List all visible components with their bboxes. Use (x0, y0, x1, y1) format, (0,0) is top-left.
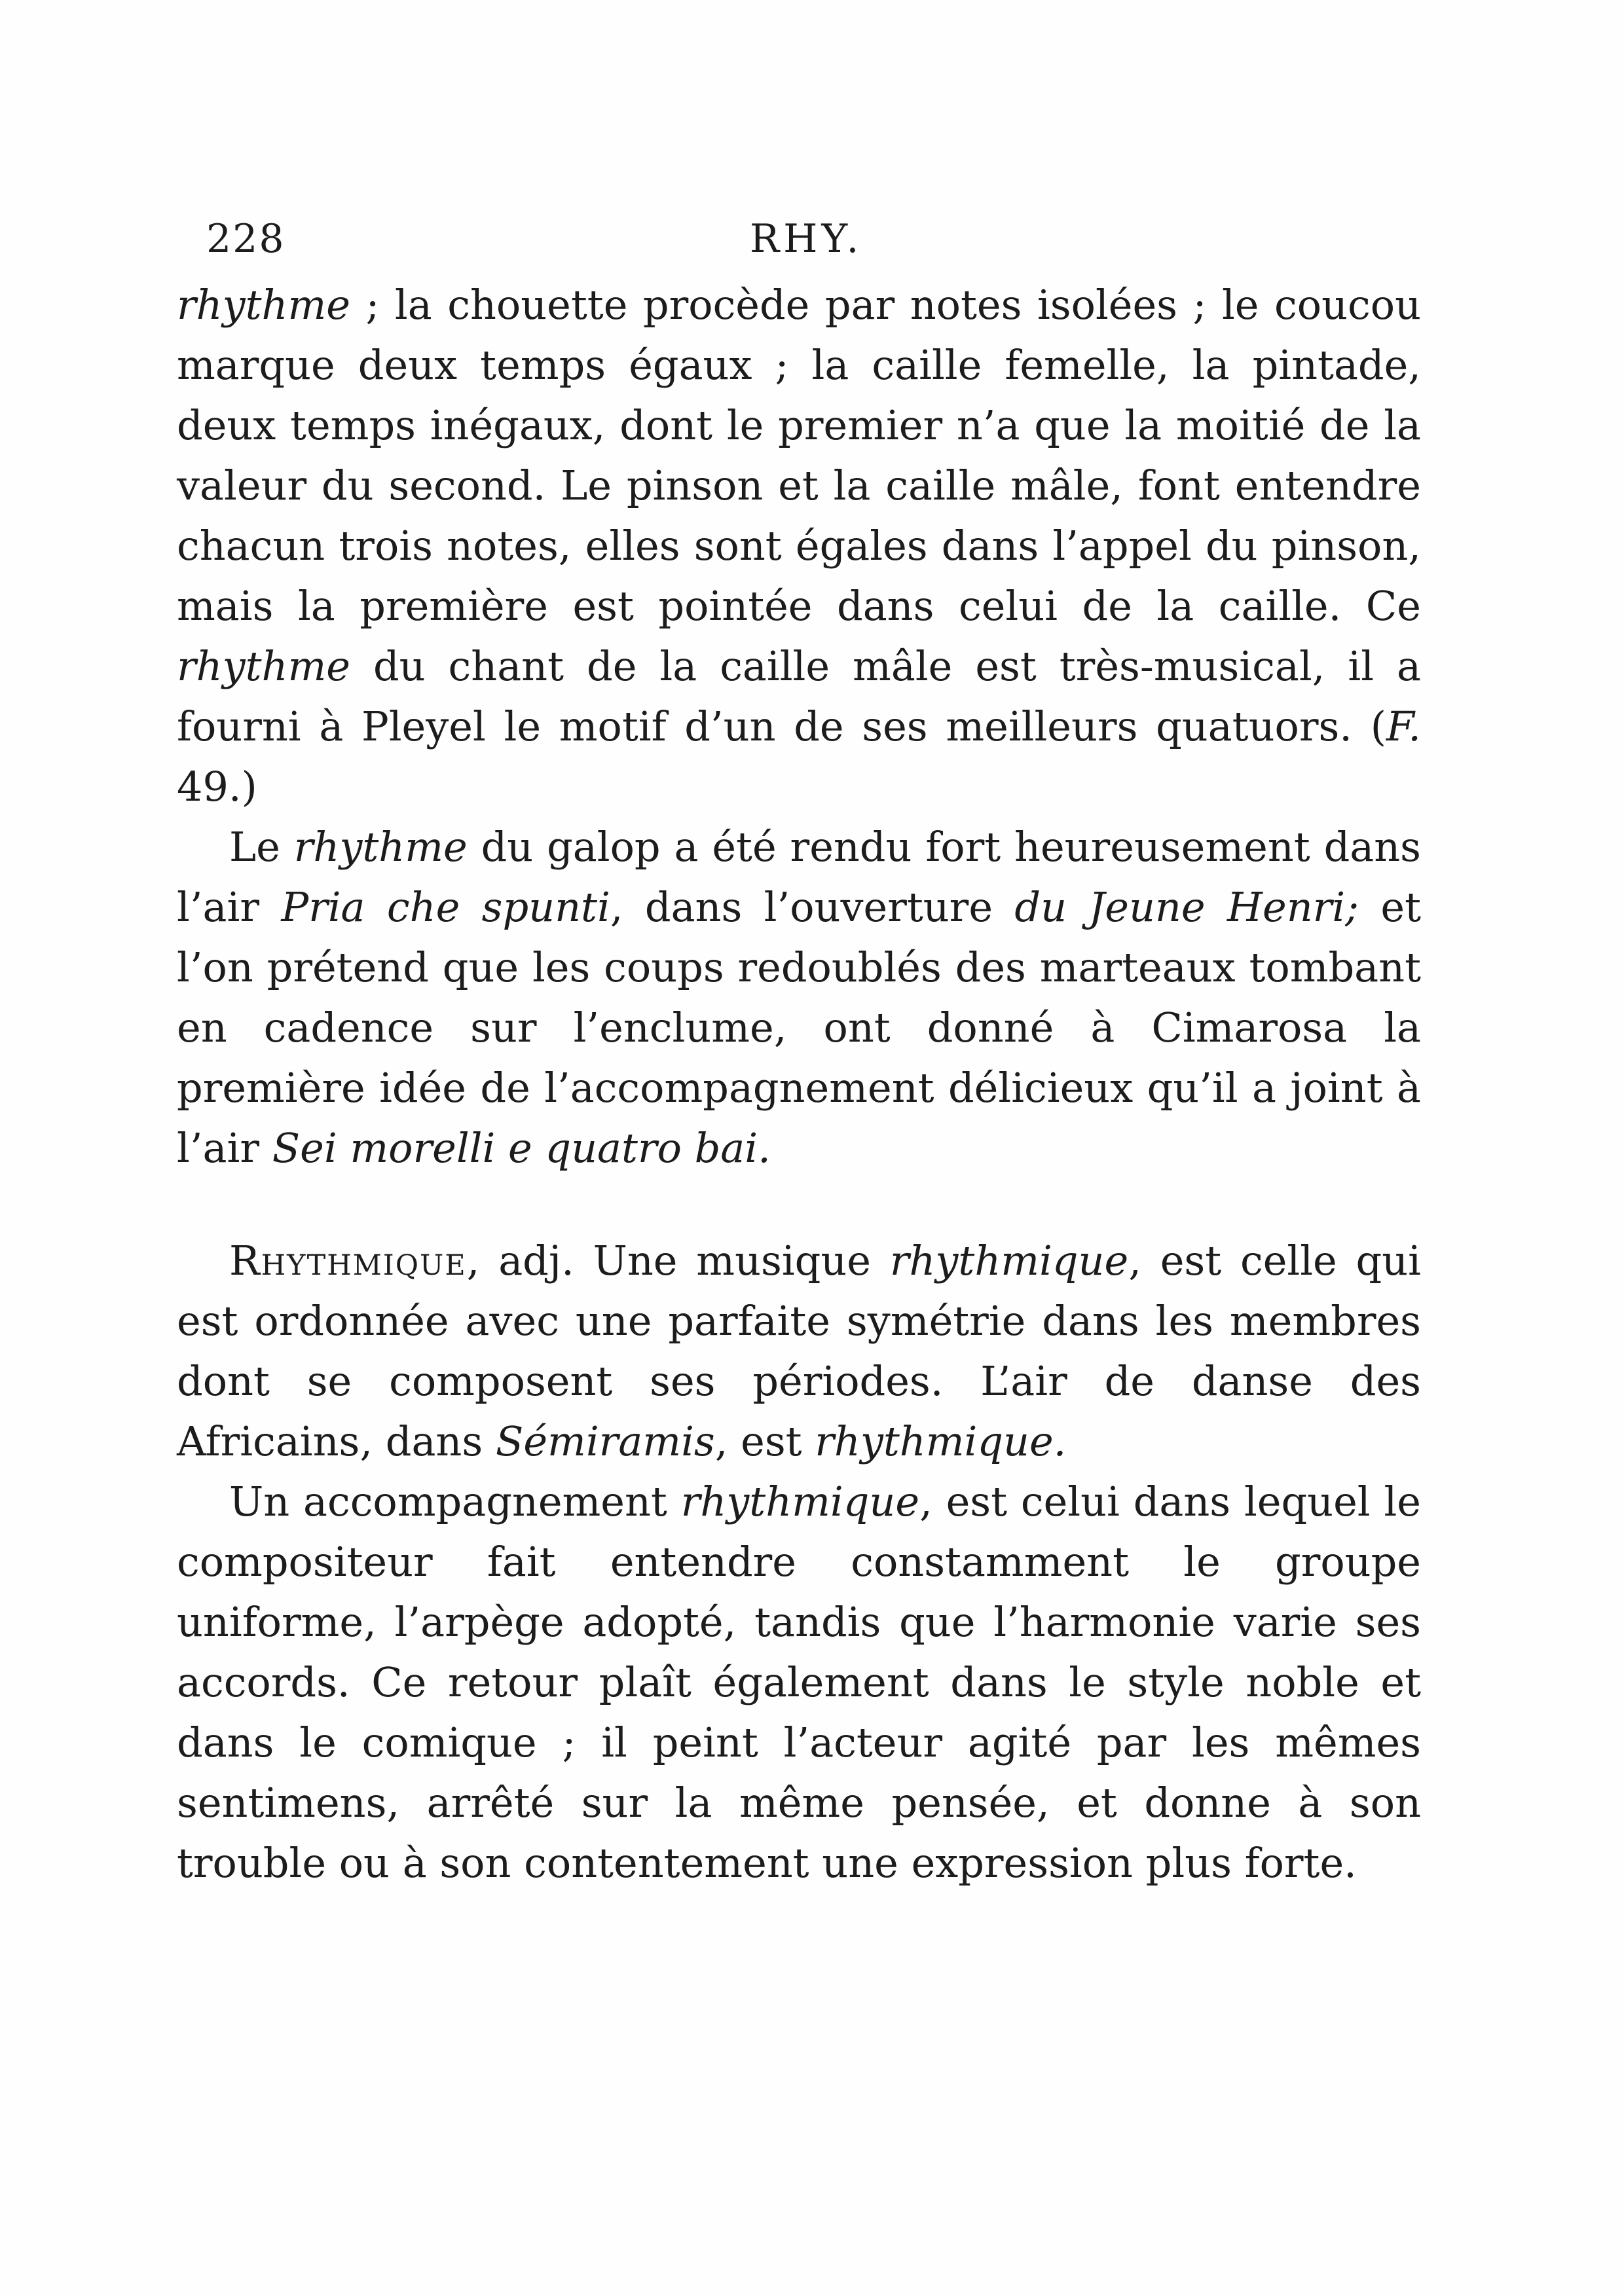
text-segment: , est (714, 1417, 815, 1465)
paragraph-galop (177, 817, 1421, 1178)
text-segment: rhythme (177, 642, 350, 690)
text-segment: du Jeune Henri; (1014, 883, 1359, 931)
text-segment: Le (229, 823, 294, 871)
page-number: 228 (206, 216, 286, 262)
text-segment: 49.) (177, 763, 257, 811)
text-segment: rhythme (293, 823, 468, 871)
page-header (196, 203, 1414, 262)
running-head: RHY. (750, 216, 863, 262)
text-segment: , est celui dans lequel le compositeur fait entendre constamment le groupe uniforme, l’arpège adopté, tandis que l’harmonie varie ses accords. Ce retour plaît également dans le style noble et dans le comique ; il peint l’acteur agité par les mêmes sentimens, arrêté sur la même pensée, et donne à son trouble ou à son contentement une expression plus forte. (177, 1478, 1421, 1887)
text-segment: , est celle qui est ordonnée avec une parfaite symétrie dans les membres dont se composent ses périodes. L’air de danse des Africains, dans (177, 1237, 1422, 1465)
text-segment: Pria che spunti (281, 883, 610, 931)
text-segment: Sémiramis (495, 1417, 715, 1465)
text-segment: ; la chouette procède par notes isolées ; le coucou marque deux temps égaux ; la caille femelle, la pintade, deux temps inégaux, dont le premier n’a que la moitié de la valeur du second. Le pinson et la caille mâle, font entendre chacun trois notes, elles sont égales dans l’appel du pinson, mais la première est pointée dans celui de la caille. Ce (177, 281, 1421, 630)
text-segment: Sei morelli e quatro bai. (272, 1124, 771, 1172)
text-segment: , adj. Une musique (466, 1237, 890, 1285)
text-segment: F. (1386, 702, 1421, 750)
text-segment: et l’on prétend que les coups redoublés des marteaux tombant en cadence sur l’enclume, ont donné à Cimarosa la première idée de l’accompagnement délicieux qu’il a joint à l’air (177, 883, 1421, 1172)
paragraph-continuation (177, 275, 1421, 817)
body-text (177, 275, 1421, 1893)
entry-headword: Rhythmique (229, 1237, 467, 1285)
text-segment: rhythme (177, 281, 350, 329)
text-segment: , dans l’ouverture (610, 883, 1015, 931)
text-segment: rhythmique (680, 1478, 920, 1525)
paragraph-accompagnement (177, 1472, 1421, 1893)
text-segment: rhythmique (889, 1237, 1129, 1285)
text-segment: rhythmique. (815, 1417, 1067, 1465)
entry-rhythmique (177, 1231, 1421, 1472)
text-segment: Un accompagnement (229, 1478, 681, 1525)
text-segment: du galop a été rendu fort heureusement dans l’air (177, 823, 1421, 931)
text-segment: du chant de la caille mâle est très-musical, il a fourni à Pleyel le motif d’un de ses meilleurs quatuors. ( (177, 642, 1421, 750)
